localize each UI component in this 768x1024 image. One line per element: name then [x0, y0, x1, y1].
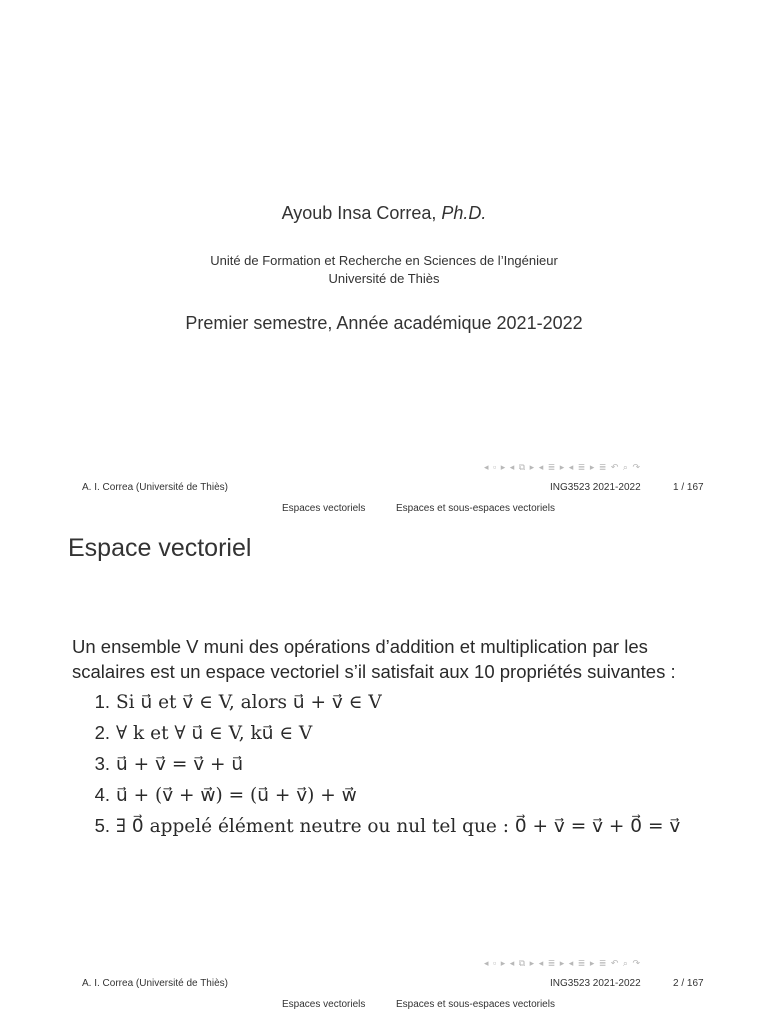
property-number: 1. [94, 691, 110, 712]
intro-text: Un ensemble V muni des opérations d’addition et multiplication par les scalaires est un espace vectoriel s’il satisfait aux 10 propriétés suivantes : [72, 636, 676, 682]
property-item [72, 810, 712, 841]
footer-author: A. I. Correa (Université de Thiès) [82, 978, 228, 989]
header-subsection[interactable]: Espaces et sous-espaces vectoriels [396, 999, 555, 1010]
author-title: Ph.D. [441, 203, 487, 223]
property-text: u⃗ + (v⃗ + w⃗) = (u⃗ + v⃗) + w⃗ [116, 785, 357, 806]
property-text: u⃗ + v⃗ = v⃗ + u⃗ [116, 754, 244, 775]
header-section[interactable]: Espaces vectoriels [282, 999, 366, 1010]
header-subsection[interactable]: Espaces et sous-espaces vectoriels [396, 503, 555, 514]
affiliation-line-1: Unité de Formation et Recherche en Sciences de l’Ingénieur [210, 253, 558, 268]
footer-course: ING3523 2021-2022 [550, 978, 641, 989]
beamer-nav-icons[interactable]: ◂ ▫ ▸ ◂ ⧉ ▸ ◂ ≣ ▸ ◂ ≣ ▸ ≣ ↶ ⌕ ↷ [484, 958, 642, 968]
footer-course: ING3523 2021-2022 [550, 482, 641, 493]
author-line [0, 203, 768, 224]
property-item [72, 748, 712, 779]
footer-author: A. I. Correa (Université de Thiès) [82, 482, 228, 493]
property-text: Si u⃗ et v⃗ ∈ V, alors u⃗ + v⃗ ∈ V [116, 692, 382, 713]
properties-list [72, 686, 712, 841]
footer-page: 1 / 167 [673, 482, 704, 493]
property-number: 3. [94, 753, 110, 774]
beamer-nav-icons[interactable]: ◂ ▫ ▸ ◂ ⧉ ▸ ◂ ≣ ▸ ◂ ≣ ▸ ≣ ↶ ⌕ ↷ [484, 462, 642, 472]
property-number: 4. [94, 784, 110, 805]
property-item [72, 686, 712, 717]
semester: Premier semestre, Année académique 2021-2022 [185, 313, 583, 333]
property-number: 5. [94, 815, 110, 836]
frame-body [72, 634, 712, 841]
property-text: ∀ k et ∀ u⃗ ∈ V, ku⃗ ∈ V [116, 723, 313, 744]
author-name: Ayoub Insa Correa, [281, 203, 437, 223]
property-item [72, 779, 712, 810]
property-number: 2. [94, 722, 110, 743]
frame-title: Espace vectoriel [68, 534, 252, 562]
header-section[interactable]: Espaces vectoriels [282, 503, 366, 514]
affiliation-line-2: Université de Thiès [328, 271, 440, 286]
property-text: ∃ 0⃗ appelé élément neutre ou nul tel que : 0⃗ + v⃗ = v⃗ + 0⃗ = v⃗ [116, 816, 681, 837]
property-item [72, 717, 712, 748]
footer-page: 2 / 167 [673, 978, 704, 989]
